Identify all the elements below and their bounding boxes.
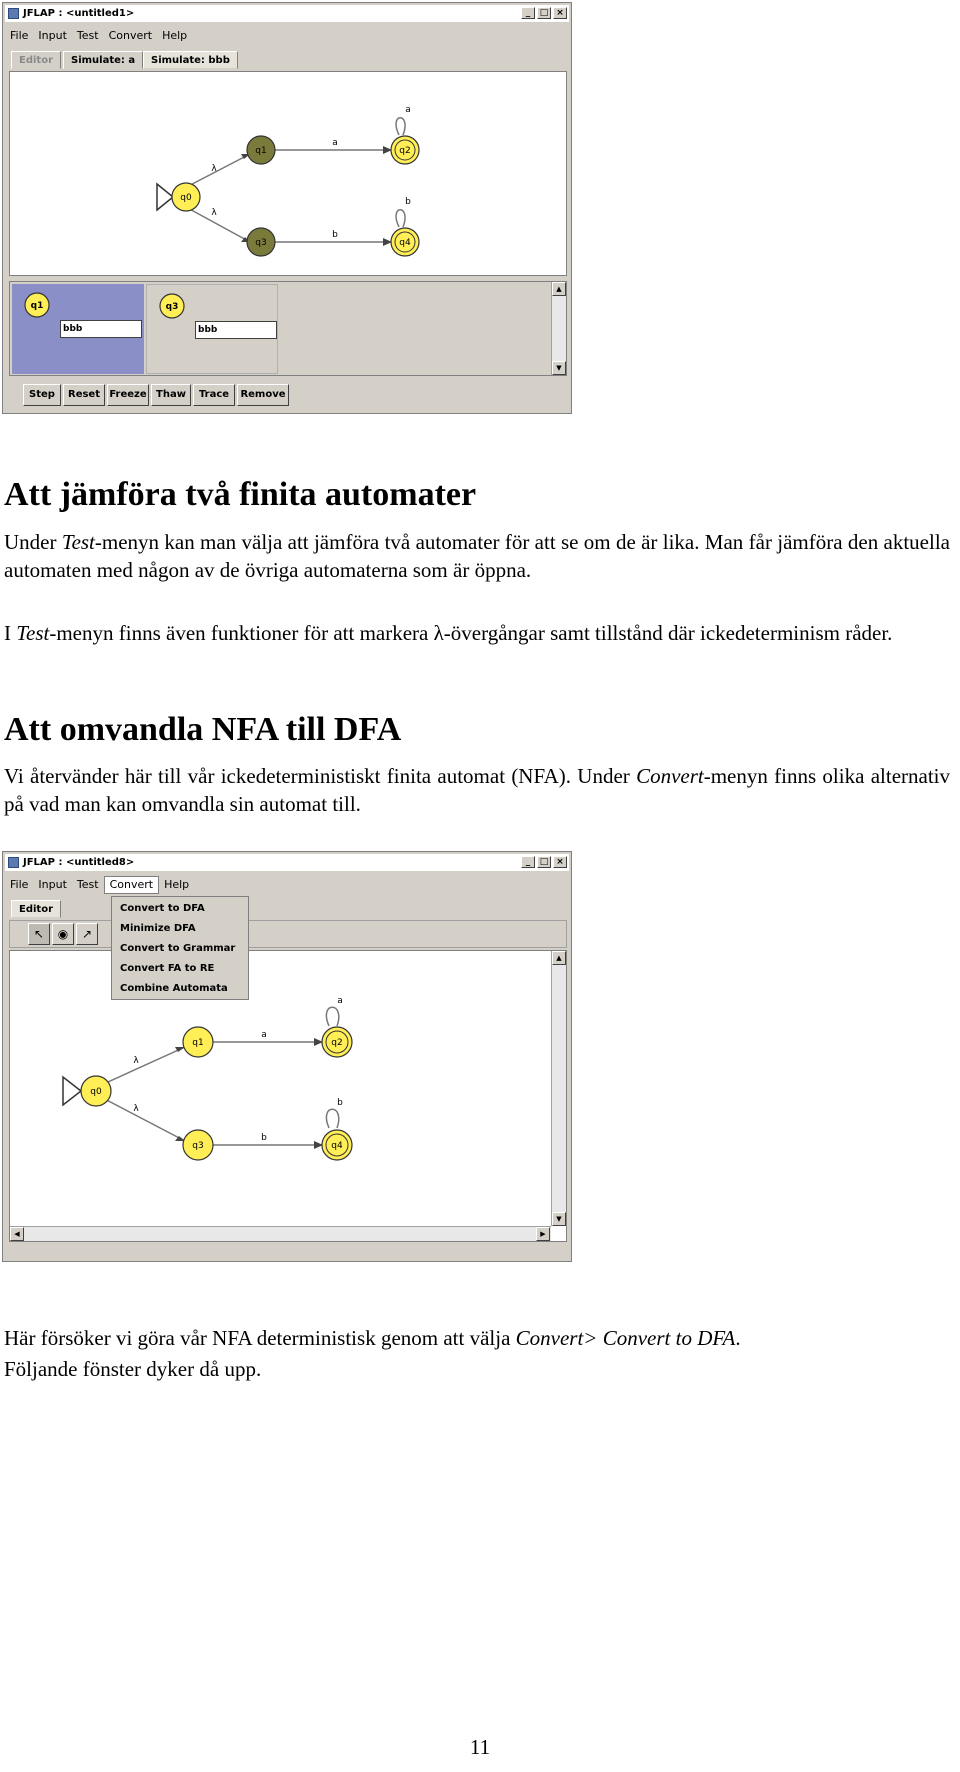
menu-item-minimize-dfa[interactable]: Minimize DFA [120, 923, 196, 934]
scroll-left-icon[interactable]: ◀ [10, 1227, 24, 1241]
state-label-q0: q0 [90, 1087, 102, 1097]
paragraph-convert: Vi återvänder här till vår ickedeterministiskt finita automat (NFA). Under Convert-menyn finns olika alternativ på vad man kan omvandla sin automat till. [4, 764, 950, 816]
state-label-q3: q3 [192, 1141, 204, 1151]
state-label-q4: q4 [331, 1141, 343, 1151]
paragraph-compare: Under Test-menyn kan man välja att jämföra två automater för att se om de är lika. Man får jämföra den aktuella automaten med någon av de övriga automaterna som är öppna. [4, 530, 950, 582]
transition-label-q3-q4: b [261, 1133, 267, 1143]
config-tape: bbb [195, 321, 277, 339]
transition-creator-icon[interactable]: ↗ [76, 923, 98, 945]
config-state-icon [22, 290, 52, 320]
scroll-right-icon[interactable]: ▶ [536, 1227, 550, 1241]
menubar [5, 876, 569, 894]
minimize-icon[interactable]: _ [521, 7, 535, 19]
svg-text:q3: q3 [165, 302, 179, 312]
menu-path-convert-to-dfa: Convert> Convert to DFA [515, 1326, 736, 1350]
transition-label-q3-q4: b [332, 230, 338, 240]
menu-item-convert-fa-to-re[interactable]: Convert FA to RE [120, 963, 215, 974]
transition-label-q0-q1: λ [211, 164, 217, 174]
config-scrollbar[interactable] [551, 282, 566, 375]
config-card-selected[interactable] [12, 284, 144, 374]
transition-label-loop-q4: b [337, 1098, 343, 1108]
menu-name-test: Test [16, 621, 50, 645]
config-card[interactable] [146, 284, 278, 374]
transition-label-q1-q2: a [332, 138, 338, 148]
transition-label-loop-q2: a [337, 996, 343, 1006]
automaton-canvas[interactable] [9, 71, 567, 276]
app-icon [8, 8, 19, 19]
automaton-graph [10, 72, 566, 275]
maximize-icon[interactable]: □ [537, 856, 551, 868]
tab-simulate-bbb[interactable]: Simulate: bbb [143, 51, 238, 69]
app-icon [8, 857, 19, 868]
loop-q2 [396, 118, 405, 135]
section-heading-nfa-dfa: Att omvandla NFA till DFA [4, 711, 402, 748]
closing-line-2: Följande fönster dyker då upp. [4, 1357, 262, 1381]
transition-label-q1-q2: a [261, 1030, 267, 1040]
transition-label-q0-q3: λ [211, 208, 217, 218]
configuration-panel [9, 281, 567, 376]
scroll-down-icon[interactable]: ▼ [552, 1212, 566, 1226]
transition-label-loop-q2: a [405, 105, 411, 115]
menu-help[interactable]: Help [164, 878, 190, 891]
start-arrow-icon [63, 1077, 81, 1105]
menu-name-convert: Convert [636, 764, 704, 788]
thaw-button[interactable]: Thaw [151, 384, 191, 406]
reset-button[interactable]: Reset [63, 384, 105, 406]
freeze-button[interactable]: Freeze [107, 384, 149, 406]
menu-convert[interactable]: Convert [108, 29, 153, 42]
menu-test[interactable]: Test [76, 29, 99, 42]
jflap-window-simulate [2, 2, 572, 414]
maximize-icon[interactable]: □ [537, 7, 551, 19]
transition-label-loop-q4: b [405, 197, 411, 207]
simulate-buttons [3, 381, 571, 409]
menu-input[interactable]: Input [38, 29, 67, 42]
jflap-window-editor [2, 851, 572, 1262]
remove-button[interactable]: Remove [237, 384, 289, 406]
canvas-scrollbar-horizontal[interactable] [10, 1226, 551, 1241]
menu-item-convert-to-dfa[interactable]: Convert to DFA [120, 903, 205, 914]
close-icon[interactable]: × [553, 7, 567, 19]
scroll-down-icon[interactable]: ▼ [552, 361, 566, 375]
transition-label-q0-q1: λ [133, 1056, 139, 1066]
state-label-q2: q2 [331, 1038, 343, 1048]
state-creator-icon[interactable]: ◉ [52, 923, 74, 945]
loop-q2 [326, 1007, 338, 1026]
menubar [5, 27, 569, 45]
transition-label-q0-q3: λ [133, 1104, 139, 1114]
menu-help[interactable]: Help [162, 29, 188, 42]
loop-q4 [326, 1109, 338, 1128]
page-number: 11 [469, 1735, 491, 1759]
state-label-q2: q2 [399, 146, 411, 156]
menu-file[interactable]: File [10, 29, 29, 42]
window-title: JFLAP : <untitled8> [23, 857, 135, 868]
menu-file[interactable]: File [10, 878, 29, 891]
automaton-canvas[interactable] [9, 950, 567, 1242]
state-label-q0: q0 [180, 193, 192, 203]
attribute-editor-icon[interactable]: ↖ [28, 923, 50, 945]
canvas-scrollbar-vertical[interactable] [551, 951, 566, 1226]
tab-editor[interactable]: Editor [11, 900, 61, 918]
window-titlebar [5, 854, 569, 871]
editor-toolbar [9, 920, 567, 948]
scroll-up-icon[interactable]: ▲ [552, 282, 566, 296]
menu-input[interactable]: Input [38, 878, 67, 891]
menu-item-combine-automata[interactable]: Combine Automata [120, 983, 228, 994]
state-label-q1: q1 [192, 1038, 204, 1048]
close-icon[interactable]: × [553, 856, 567, 868]
config-state-icon [157, 291, 187, 321]
edge-q0-q3 [97, 1095, 185, 1141]
state-label-q1: q1 [255, 146, 267, 156]
scroll-up-icon[interactable]: ▲ [552, 951, 566, 965]
state-label-q3: q3 [255, 238, 267, 248]
state-label-q4: q4 [399, 238, 411, 248]
edge-q0-q1 [97, 1047, 185, 1087]
loop-q4 [396, 210, 405, 227]
window-title: JFLAP : <untitled1> [23, 8, 135, 19]
section-heading-compare: Att jämföra två finita automater [4, 476, 477, 513]
svg-text:q1: q1 [30, 301, 44, 311]
automaton-graph [10, 951, 550, 1226]
start-arrow-icon [157, 184, 173, 210]
menu-item-convert-to-grammar[interactable]: Convert to Grammar [120, 943, 236, 954]
closing-line-1: Här försöker vi göra vår NFA deterministisk genom att välja Convert> Convert to DFA. [4, 1326, 741, 1350]
config-tape: bbb [60, 320, 142, 338]
menu-test[interactable]: Test [76, 878, 99, 891]
trace-button[interactable]: Trace [193, 384, 235, 406]
menu-convert[interactable]: Convert [104, 876, 160, 894]
paragraph-lambda: I Test-menyn finns även funktioner för att markera λ-övergångar samt tillstånd där ickedeterminism råder. [4, 621, 893, 645]
tab-editor[interactable]: Editor [11, 51, 61, 69]
convert-menu-dropdown [111, 896, 249, 1000]
step-button[interactable]: Step [23, 384, 61, 406]
menu-name-test: Test [61, 530, 95, 554]
minimize-icon[interactable]: _ [521, 856, 535, 868]
tab-simulate-a[interactable]: Simulate: a [63, 51, 143, 69]
window-titlebar [5, 5, 569, 22]
